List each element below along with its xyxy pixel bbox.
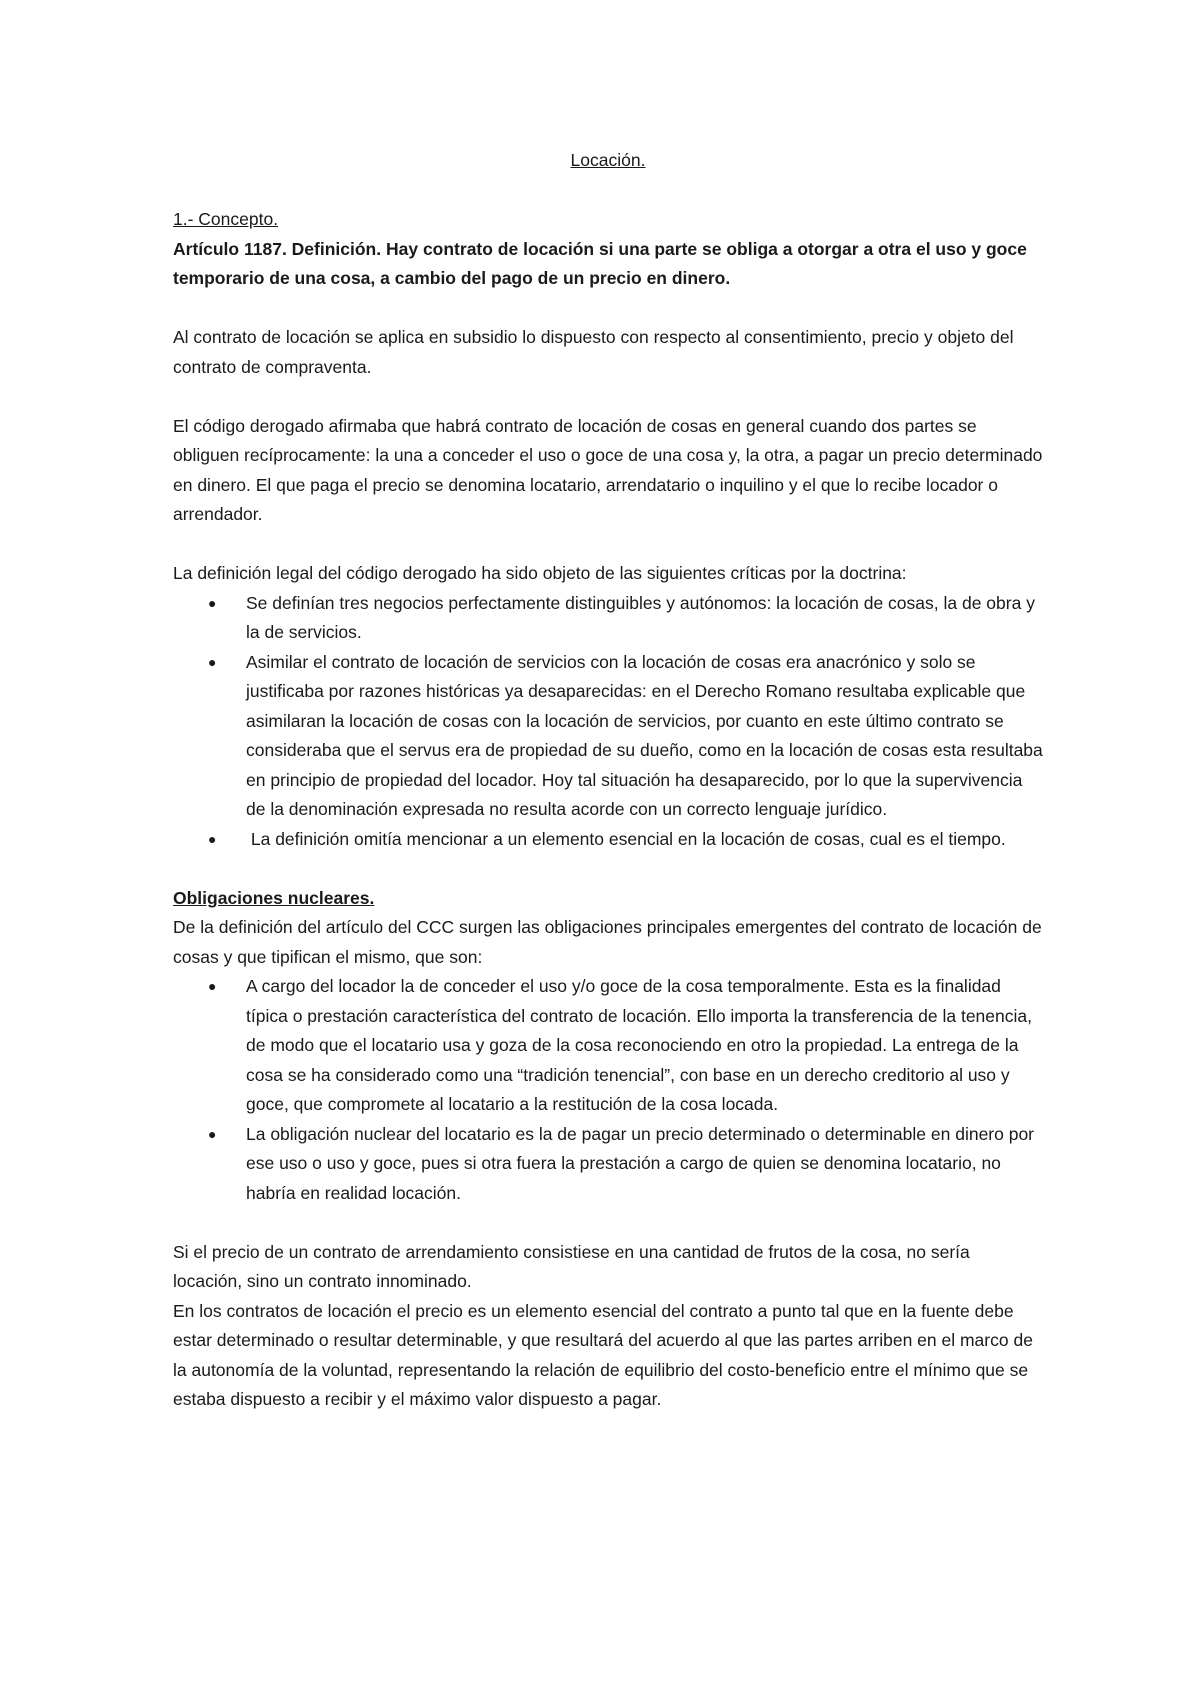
paragraph-precio-esencial: En los contratos de locación el precio es un elemento esencial del contrato a punto tal que en la fuente debe estar determinado o resultar determinable, y que resultará del acuerdo al que las partes arriben en el marco de la autonomía de la voluntad, representando la relación de equilibrio del costo-beneficio entre el mínimo que se estaba dispuesto a recibir y el máximo valor dispuesto a pagar. <box>173 1300 1033 1409</box>
page-title: Locación. <box>570 150 646 170</box>
list-item-text: A cargo del locador la de conceder el uso y/o goce de la cosa temporalmente. Esta es la finalidad típica o prestación característica del contrato de locación. Ello importa la transferencia de la tenencia, de modo que el locatario usa y goza de la cosa reconociendo en otro la propiedad. La entrega de la cosa se ha considerado como una “tradición tenencial”, con base en un derecho creditorio al uso y goce, que compromete al locatario a la restitución de la cosa locada. <box>246 976 1032 1114</box>
paragraph-codigo-derogado: El código derogado afirmaba que habrá contrato de locación de cosas en general cuando dos partes se obliguen recíprocamente: la una a conceder el uso o goce de una cosa y, la otra, a pagar un precio determinado en dinero. El que paga el precio se denomina locatario, arrendatario o inquilino y el que lo recibe locador o arrendador. <box>173 415 1043 524</box>
paragraph-obligaciones-intro: De la definición del artículo del CCC surgen las obligaciones principales emergentes del contrato de locación de cosas y que tipifican el mismo, que son: <box>173 917 1042 967</box>
paragraph-subsidio: Al contrato de locación se aplica en subsidio lo dispuesto con respecto al consentimiento, precio y objeto del contrato de compraventa. <box>173 327 1014 377</box>
list-item <box>173 1120 1043 1209</box>
list-item-text: La obligación nuclear del locatario es la de pagar un precio determinado o determinable en dinero por ese uso o uso y goce, pues si otra fuera la prestación a cargo de quien se denomina locatario, no habría en realidad locación. <box>246 1123 1035 1203</box>
spacer <box>173 854 1043 884</box>
paragraph-criticas-intro: La definición legal del código derogado ha sido objeto de las siguientes críticas por la doctrina: <box>173 563 907 583</box>
obligations-list <box>173 972 1043 1208</box>
bullet-icon: ● <box>208 1125 217 1142</box>
section-heading-concepto: 1.- Concepto. <box>173 209 279 229</box>
list-item <box>173 972 1043 1120</box>
spacer <box>173 1208 1043 1238</box>
section-heading-obligaciones: Obligaciones nucleares. <box>173 887 375 908</box>
bullet-icon: ● <box>208 830 217 847</box>
list-item <box>173 589 1043 648</box>
article-1187-text: Artículo 1187. Definición. Hay contrato de locación si una parte se obliga a otorgar a otra el uso y goce temporario de una cosa, a cambio del pago de un precio en dinero. <box>173 238 1027 288</box>
list-item <box>173 648 1043 825</box>
list-item-text: Asimilar el contrato de locación de servicios con la locación de cosas era anacrónico y solo se justificaba por razones históricas ya desaparecidas: en el Derecho Romano resultaba explicable que asimilaran la locación de cosas con la locación de servicios, por cuanto en este último contrato se consideraba que el servus era de propiedad de su dueño, como en la locación de cosas esta resultaba en principio de propiedad del locador. Hoy tal situación ha desaparecido, por lo que la supervivencia de la denominación expresada no resulta acorde con un correcto lenguaje jurídico. <box>246 651 1043 819</box>
bullet-icon: ● <box>208 594 217 611</box>
critiques-list <box>173 589 1043 855</box>
spacer <box>173 294 1043 324</box>
list-item-text: La definición omitía mencionar a un elemento esencial en la locación de cosas, cual es el tiempo. <box>246 828 1006 849</box>
paragraph-precio-frutos: Si el precio de un contrato de arrendamiento consistiese en una cantidad de frutos de la cosa, no sería locación, sino un contrato innominado. <box>173 1241 970 1291</box>
bullet-icon: ● <box>208 978 217 994</box>
list-item <box>173 825 1043 855</box>
spacer <box>173 382 1043 412</box>
spacer <box>173 530 1043 560</box>
bullet-icon: ● <box>208 653 217 670</box>
list-item-text: Se definían tres negocios perfectamente distinguibles y autónomos: la locación de cosas, la de obra y la de servicios. <box>246 592 1035 642</box>
document-body <box>173 146 1043 1415</box>
